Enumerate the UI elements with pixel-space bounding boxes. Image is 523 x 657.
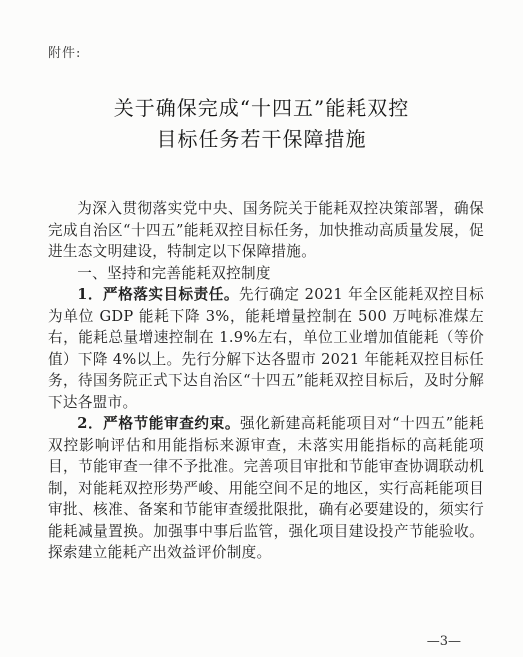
item-2-text: 强化新建高耗能项目对“十四五”能耗双控影响评估和用能指标来源审查，未落实用能指标的高耗能项目，节能审查一律不予批准。完善项目审批和节能审查协调联动机制，对能耗双控形势严峻、用能空间不足的地区，实行高耗能项目审批、核准、备案和节能审查缓批限批，确有必要建设的，须实行能耗减量置换。加强事中事后监管，强化项目建设投产节能验收。探索建立能耗产出效益评价制度。 bbox=[48, 415, 484, 561]
attachment-label: 附件: bbox=[48, 46, 82, 61]
document-body bbox=[48, 198, 484, 564]
item-1-text: 先行确定 2021 年全区能耗双控目标为单位 GDP 能耗下降 3%，能耗增量控制在 500 万吨标准煤左右，能耗总量增速控制在 1.9%左右，单位工业增加值能耗（等价值）下降 4%以上。先行分解下达各盟市 2021 年能耗双控目标任务，待国务院正式下达自治区“十四五”能耗双控目标后，及时分解下达各盟市。 bbox=[48, 286, 484, 411]
document-title-line-1: 关于确保完成“十四五”能耗双控 bbox=[113, 96, 410, 120]
item-paragraph-1 bbox=[48, 284, 484, 413]
intro-paragraph: 为深入贯彻落实党中央、国务院关于能耗双控决策部署，确保完成自治区“十四五”能耗双控目标任务，加快推动高质量发展，促进生态文明建设，特制定以下保障措施。 bbox=[48, 200, 484, 260]
item-paragraph-2 bbox=[48, 413, 484, 564]
document-title-line-2: 目标任务若干保障措施 bbox=[156, 127, 367, 151]
item-1-label: 1．严格落实目标责任。 bbox=[77, 286, 240, 303]
page-number: —3— bbox=[426, 634, 461, 649]
item-2-label: 2．严格节能审查约束。 bbox=[77, 415, 241, 432]
section-heading-1: 一、坚持和完善能耗双控制度 bbox=[77, 264, 271, 282]
